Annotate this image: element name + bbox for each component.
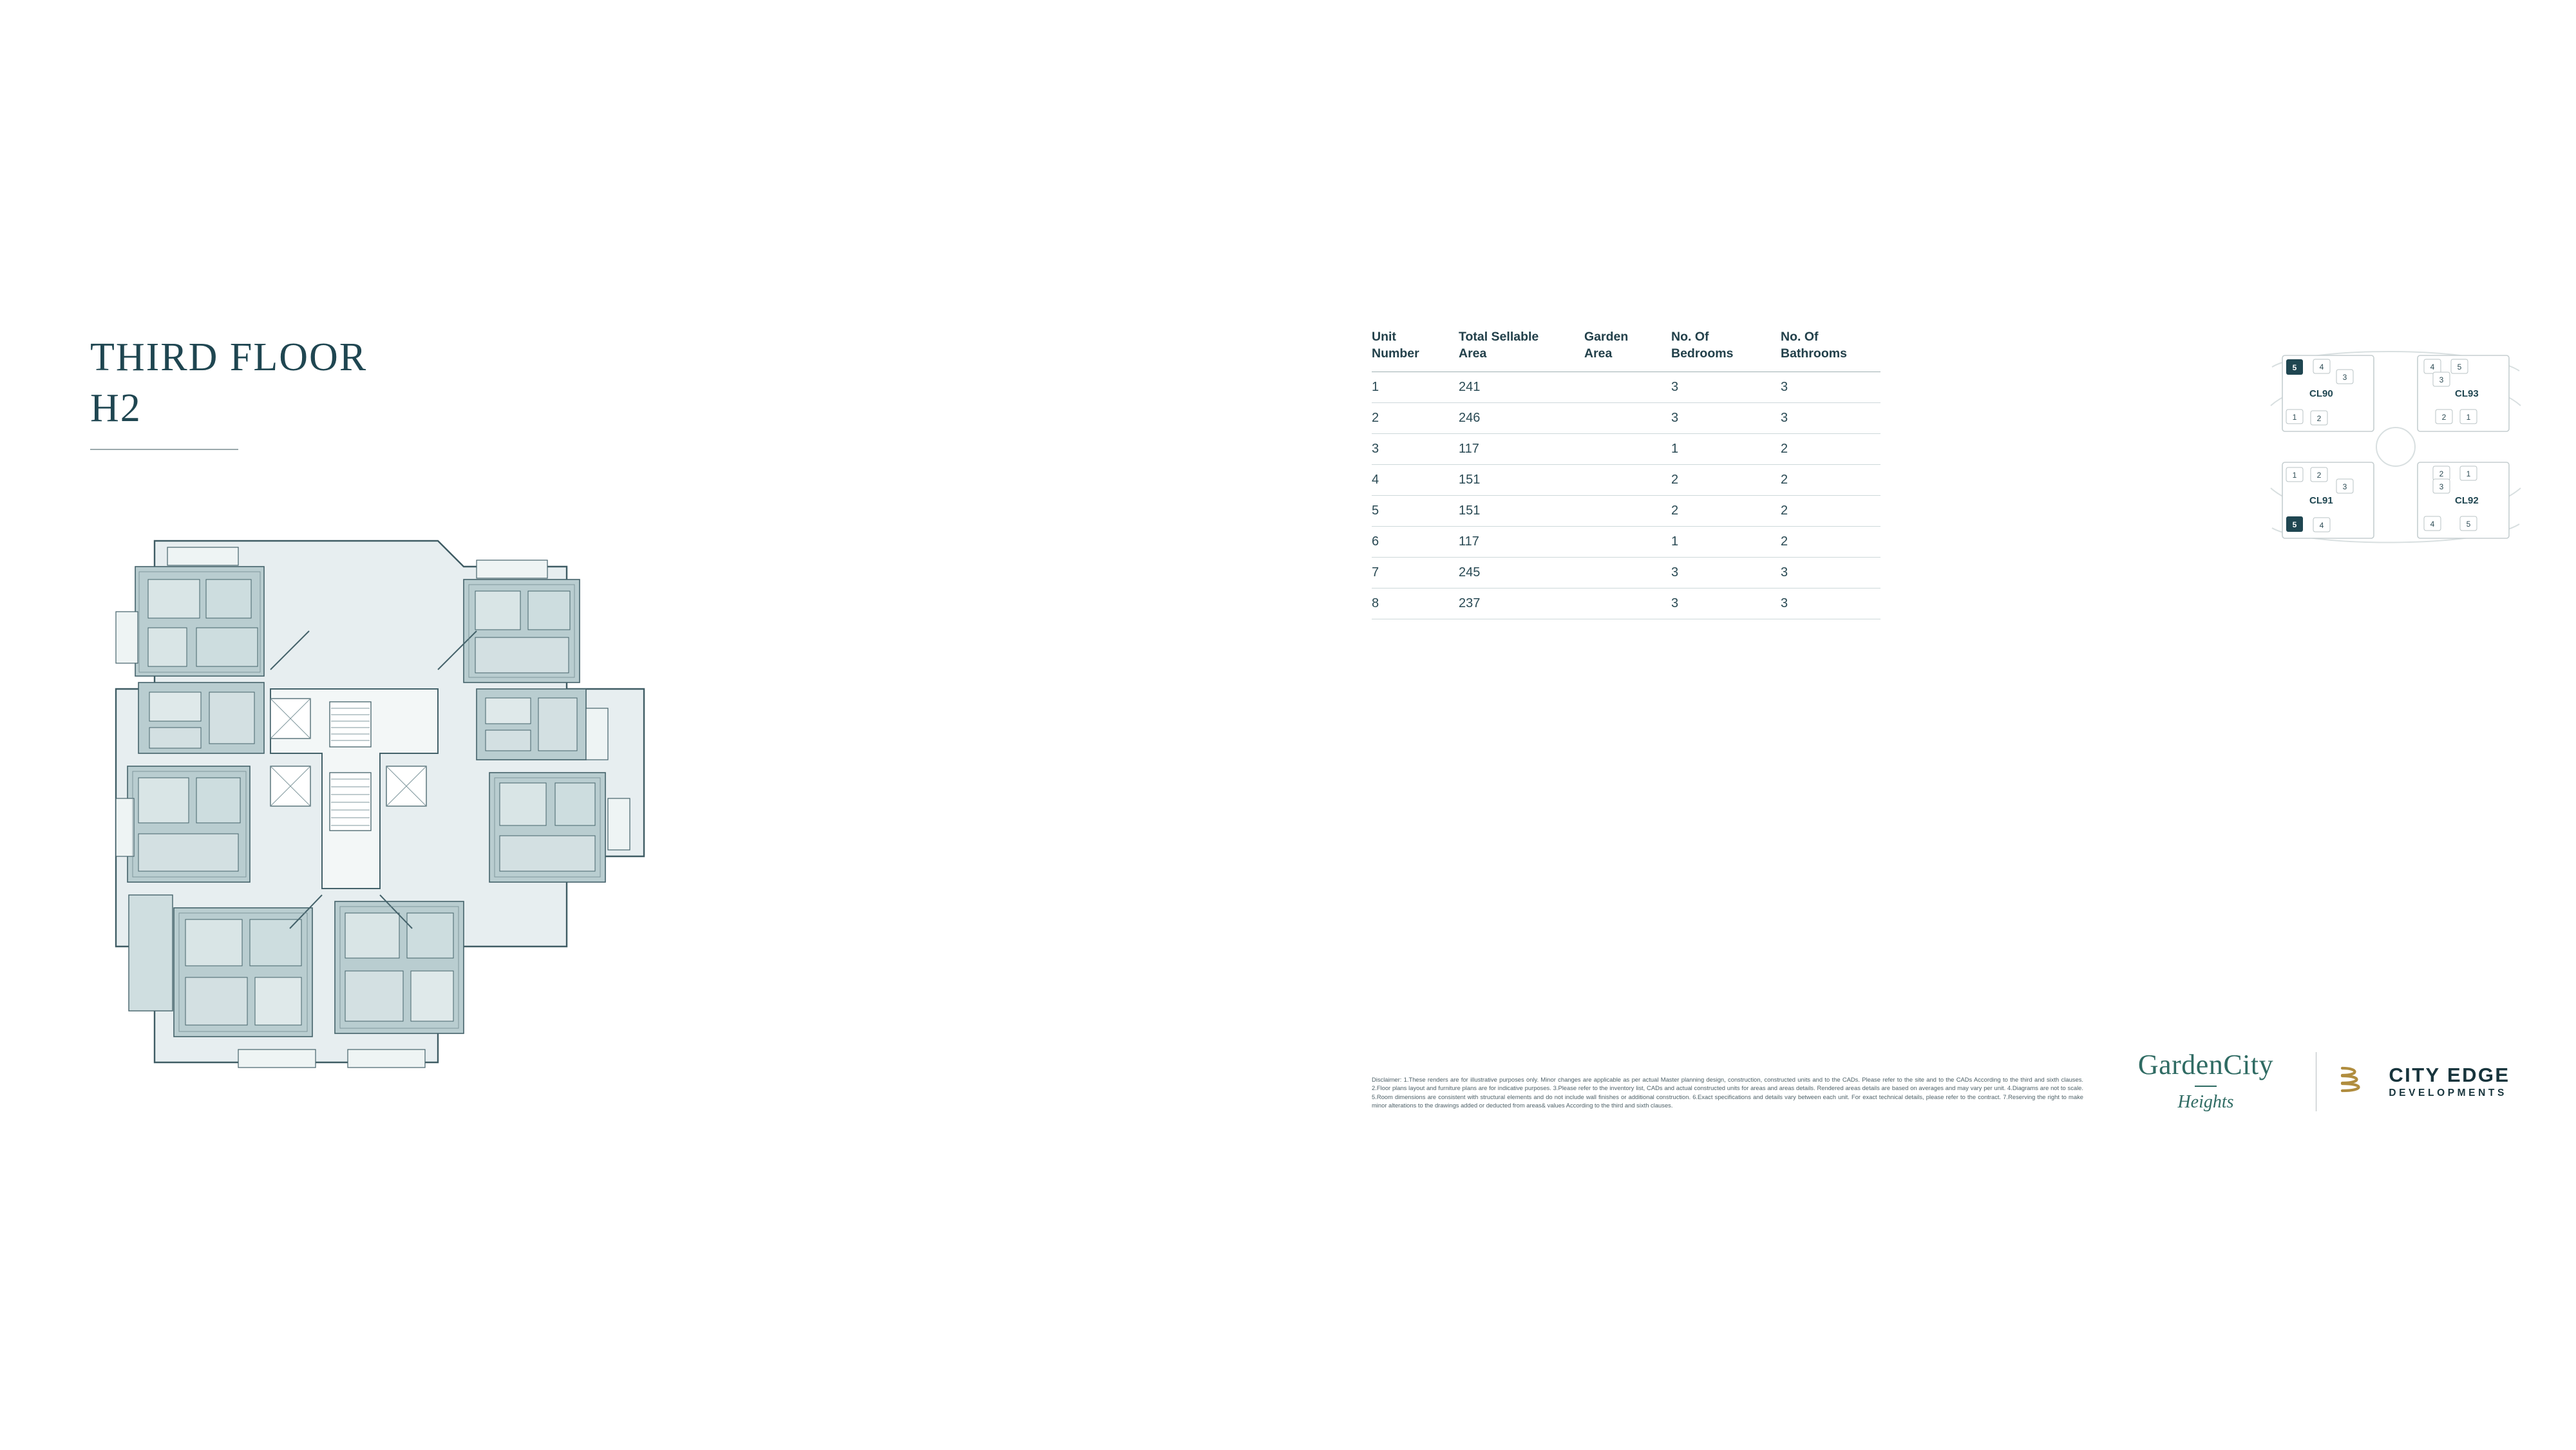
disclaimer-text: Disclaimer: 1.These renders are for illustrative purposes only. Minor changes are applicable as per actual Master planning design, construction, constructed units and to the CADs. Please refer to the site and to the CADs According to the third and sixth clauses. 2.Floor plans layout and furniture plans are for indicative purposes. 3.Please refer to the inventory list, CADs and actual constructed units for areas and areas details. Rendered areas details are based on averages and may vary per unit. 4.Diagrams are not to scale. 5.Room dimensions are consistent with structural elements and do not include wall finishes or additional construction. 6.Exact specifications and details vary between each unit. For exact technical details, please refer to the contract. 7.Reserving the right to make minor alterations to the drawings added or deducted from areas& values According to the third and sixth clauses. [1372, 1076, 2083, 1109]
header-line-1: No. Of [1781, 330, 1819, 344]
cell-garden [1584, 526, 1671, 557]
header-line-2: Bedrooms [1671, 346, 1734, 361]
cell-unit: 7 [1372, 557, 1459, 588]
table-header-row [1372, 328, 1880, 372]
plan-unit-2 [464, 579, 586, 760]
table-row [1372, 526, 1880, 557]
cell-sellable: 237 [1459, 588, 1584, 619]
cell-garden [1584, 588, 1671, 619]
city-edge-wordmark [2389, 1064, 2510, 1100]
svg-text:CL93: CL93 [2455, 388, 2479, 399]
unit-specification-table [1372, 328, 1880, 619]
column-header-bathrooms [1781, 328, 1880, 372]
cell-sellable: 241 [1459, 372, 1584, 402]
svg-text:5: 5 [2292, 363, 2297, 372]
keyplan-block-cl91 [2282, 462, 2374, 538]
garden-city-name: GardenCity [2137, 1049, 2274, 1081]
header-line-1: Garden [1584, 330, 1629, 344]
svg-text:3: 3 [2439, 375, 2444, 384]
svg-text:3: 3 [2439, 482, 2444, 491]
cell-bedrooms: 2 [1671, 495, 1781, 526]
cell-bathrooms: 2 [1781, 495, 1880, 526]
cell-garden [1584, 557, 1671, 588]
column-header-bedrooms [1671, 328, 1781, 372]
cell-garden [1584, 464, 1671, 495]
cell-unit: 4 [1372, 464, 1459, 495]
svg-text:5: 5 [2292, 520, 2297, 529]
svg-text:CL90: CL90 [2309, 388, 2333, 399]
svg-text:2: 2 [2316, 414, 2322, 423]
column-header-garden-area [1584, 328, 1671, 372]
header-line-2: Area [1584, 346, 1613, 361]
svg-text:3: 3 [2342, 373, 2347, 382]
floor-plan-drawing [77, 496, 741, 1133]
page-subtitle: H2 [90, 386, 142, 431]
svg-text:5: 5 [2457, 362, 2462, 372]
logo-bar [2112, 1037, 2512, 1127]
header-line-2: Number [1372, 346, 1419, 361]
cell-garden [1584, 402, 1671, 433]
cell-bathrooms: 3 [1781, 372, 1880, 402]
keyplan-block-cl90 [2282, 355, 2374, 431]
header-line-1: Total Sellable [1459, 330, 1539, 344]
cell-sellable: 246 [1459, 402, 1584, 433]
city-edge-logo [2336, 1062, 2510, 1102]
svg-text:2: 2 [2441, 413, 2447, 422]
title-divider [90, 449, 238, 450]
cell-unit: 2 [1372, 402, 1459, 433]
cell-bedrooms: 3 [1671, 402, 1781, 433]
cell-sellable: 151 [1459, 495, 1584, 526]
svg-text:1: 1 [2292, 413, 2297, 422]
cell-bathrooms: 2 [1781, 464, 1880, 495]
plan-unit-6 [489, 773, 605, 882]
cell-unit: 5 [1372, 495, 1459, 526]
svg-text:4: 4 [2430, 362, 2435, 372]
key-plan [2267, 341, 2524, 554]
cell-garden [1584, 433, 1671, 464]
cell-bedrooms: 3 [1671, 557, 1781, 588]
table-row [1372, 372, 1880, 402]
garden-city-logo [2112, 1051, 2316, 1113]
svg-text:1: 1 [2292, 471, 2297, 480]
table-row [1372, 464, 1880, 495]
svg-text:CL91: CL91 [2309, 495, 2333, 506]
header-line-1: No. Of [1671, 330, 1709, 344]
table-row [1372, 557, 1880, 588]
cell-sellable: 151 [1459, 464, 1584, 495]
cell-bathrooms: 2 [1781, 526, 1880, 557]
column-header-unit-number [1372, 328, 1459, 372]
cell-unit: 3 [1372, 433, 1459, 464]
svg-text:1: 1 [2466, 413, 2471, 422]
cell-bathrooms: 3 [1781, 402, 1880, 433]
table-row [1372, 433, 1880, 464]
cell-bathrooms: 2 [1781, 433, 1880, 464]
header-line-2: Area [1459, 346, 1487, 361]
table-row [1372, 495, 1880, 526]
table-row [1372, 588, 1880, 619]
cell-sellable: 245 [1459, 557, 1584, 588]
cell-garden [1584, 372, 1671, 402]
cell-bedrooms: 2 [1671, 464, 1781, 495]
garden-city-subtitle: Heights [2177, 1091, 2234, 1112]
cell-bedrooms: 3 [1671, 372, 1781, 402]
plan-unit-8 [335, 901, 464, 1033]
table-row [1372, 402, 1880, 433]
svg-text:3: 3 [2342, 482, 2347, 491]
svg-text:4: 4 [2319, 362, 2324, 372]
cell-bathrooms: 3 [1781, 588, 1880, 619]
cell-sellable: 117 [1459, 433, 1584, 464]
page-title-block [90, 335, 670, 450]
cell-sellable: 117 [1459, 526, 1584, 557]
keyplan-block-cl92 [2418, 462, 2509, 538]
svg-text:2: 2 [2316, 471, 2322, 480]
header-line-2: Bathrooms [1781, 346, 1847, 361]
svg-text:2: 2 [2439, 469, 2444, 478]
cell-bathrooms: 3 [1781, 557, 1880, 588]
cell-bedrooms: 1 [1671, 526, 1781, 557]
table-body [1372, 372, 1880, 619]
cell-unit: 8 [1372, 588, 1459, 619]
svg-text:CL92: CL92 [2455, 495, 2479, 506]
svg-text:5: 5 [2466, 520, 2471, 529]
page-title: THIRD FLOOR [90, 335, 368, 379]
svg-text:1: 1 [2466, 469, 2471, 478]
city-edge-mark-icon [2336, 1062, 2377, 1102]
cell-unit: 1 [1372, 372, 1459, 402]
svg-text:4: 4 [2430, 520, 2435, 529]
cell-bedrooms: 3 [1671, 588, 1781, 619]
header-line-1: Unit [1372, 330, 1396, 344]
keyplan-block-cl93 [2418, 355, 2509, 431]
city-edge-line1: CITY EDGE [2389, 1064, 2510, 1087]
cell-garden [1584, 495, 1671, 526]
svg-text:4: 4 [2319, 521, 2324, 530]
plan-unit-3 [128, 766, 250, 882]
city-edge-line2: DEVELOPMENTS [2389, 1087, 2507, 1098]
cell-bedrooms: 1 [1671, 433, 1781, 464]
cell-unit: 6 [1372, 526, 1459, 557]
column-header-total-sellable-area [1459, 328, 1584, 372]
plan-unit-1 [135, 567, 264, 753]
garden-city-divider [2195, 1086, 2217, 1087]
